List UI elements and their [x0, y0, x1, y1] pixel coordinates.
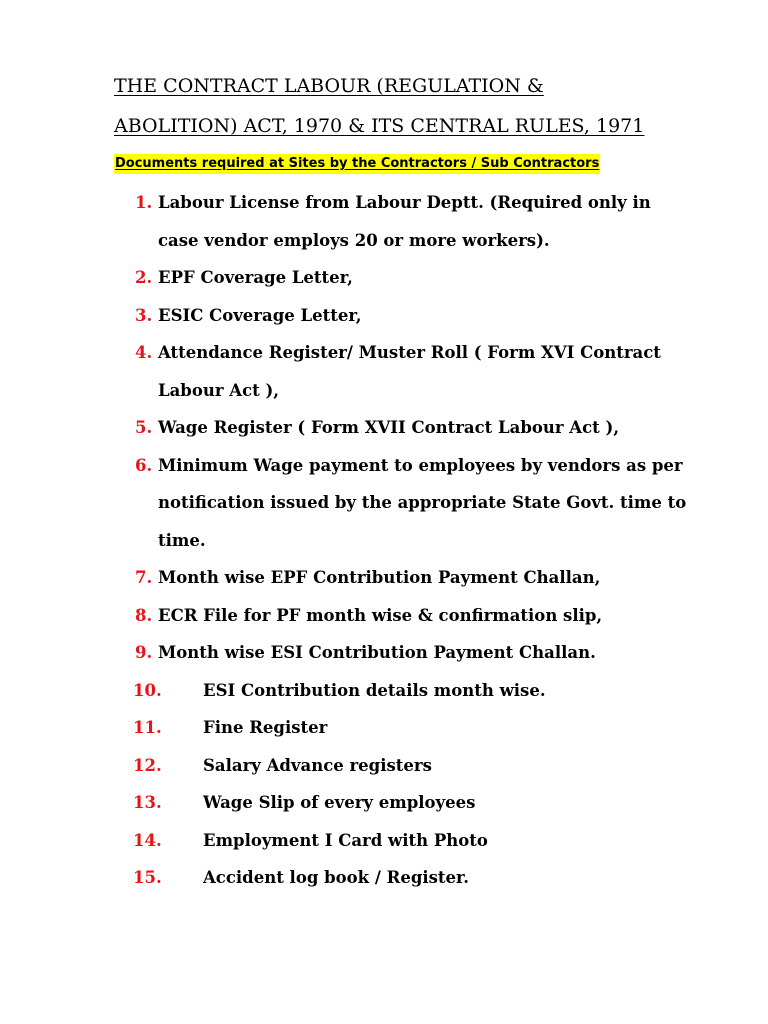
list-item-number: 4.: [135, 343, 153, 362]
list-item-text: Labour Act ),: [158, 380, 280, 400]
list-item-number: 12.: [133, 755, 162, 775]
title-line-2-text: ABOLITION) ACT, 1970 & ITS CENTRAL RULES, 1971: [114, 115, 645, 137]
list-item-text: EPF Coverage Letter,: [158, 268, 353, 287]
list-item-text: Labour License from Labour Deptt. (Required only in: [158, 193, 651, 212]
title-line-2: [114, 114, 644, 138]
list-item-text: Month wise EPF Contribution Payment Challan,: [158, 568, 601, 587]
section-subtitle: Documents required at Sites by the Contractors / Sub Contractors: [114, 154, 600, 174]
title-line-1: THE CONTRACT LABOUR (REGULATION &: [114, 75, 544, 97]
list-item-text: Wage Slip of every employees: [203, 793, 476, 812]
list-item-text: Employment I Card with Photo: [203, 830, 488, 850]
list-item-text: Fine Register: [203, 718, 328, 737]
list-item-text: Accident log book / Register.: [203, 868, 469, 887]
list-item-number: 9.: [135, 643, 153, 662]
list-item-text: Wage Register ( Form XVII Contract Labour Act ),: [158, 418, 620, 437]
list-item-number: 8.: [135, 605, 153, 625]
list-item-number: 5.: [135, 418, 153, 437]
list-item-number: 11.: [133, 718, 162, 737]
list-item-text: case vendor employs 20 or more workers).: [158, 230, 550, 250]
list-item-number: 2.: [135, 268, 153, 287]
list-item-text: Salary Advance registers: [203, 755, 432, 775]
list-item-text: Minimum Wage payment to employees by vendors as per: [158, 455, 683, 475]
list-item-number: 3.: [135, 305, 153, 325]
list-item-text: notification issued by the appropriate State Govt. time to: [158, 493, 687, 512]
list-item-number: 14.: [133, 830, 162, 850]
list-item-text: Month wise ESI Contribution Payment Challan.: [158, 643, 596, 662]
list-item-number: 15.: [133, 868, 162, 887]
list-item-text: time.: [158, 530, 206, 550]
list-item-number: 7.: [135, 568, 153, 587]
list-item-text: ECR File for PF month wise & confirmation slip,: [158, 605, 603, 625]
list-item-text: Attendance Register/ Muster Roll ( Form XVI Contract: [158, 343, 661, 362]
list-item-text: ESI Contribution details month wise.: [203, 680, 546, 700]
list-item-number: 10.: [133, 680, 162, 700]
list-item-number: 1.: [135, 193, 153, 212]
list-item-number: 6.: [135, 455, 153, 475]
list-item-text: ESIC Coverage Letter,: [158, 305, 362, 325]
list-item-number: 13.: [133, 793, 162, 812]
